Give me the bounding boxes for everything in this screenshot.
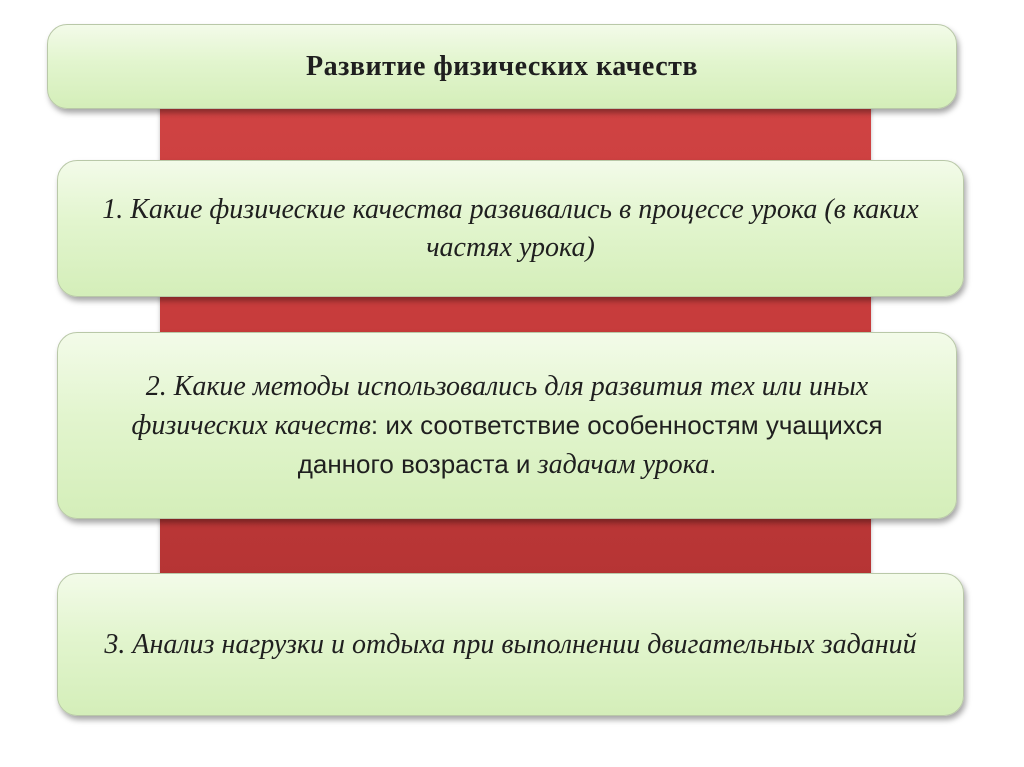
question-2-period: . [709,448,717,479]
question-box-2 [57,332,957,519]
question-box-3 [57,573,964,716]
question-1-text: 1. Какие физические качества развивались в процессе урока (в каких частях урока) [102,193,919,263]
question-2-italic-part: 2. Какие методы использовались для развития тех или иных физических качеств [131,370,869,441]
page-title: Развитие физических качеств [305,50,699,82]
question-3-text: 3. Анализ нагрузки и отдыха при выполнении двигательных заданий [104,628,917,660]
question-box-1 [57,160,964,297]
question-2-normal-part: : их соответствие особенностям учащихся данного возраста и [297,409,883,479]
question-2-italic-end: задачам урока [537,448,710,480]
question-2-text [58,368,956,484]
title-box [47,24,957,109]
